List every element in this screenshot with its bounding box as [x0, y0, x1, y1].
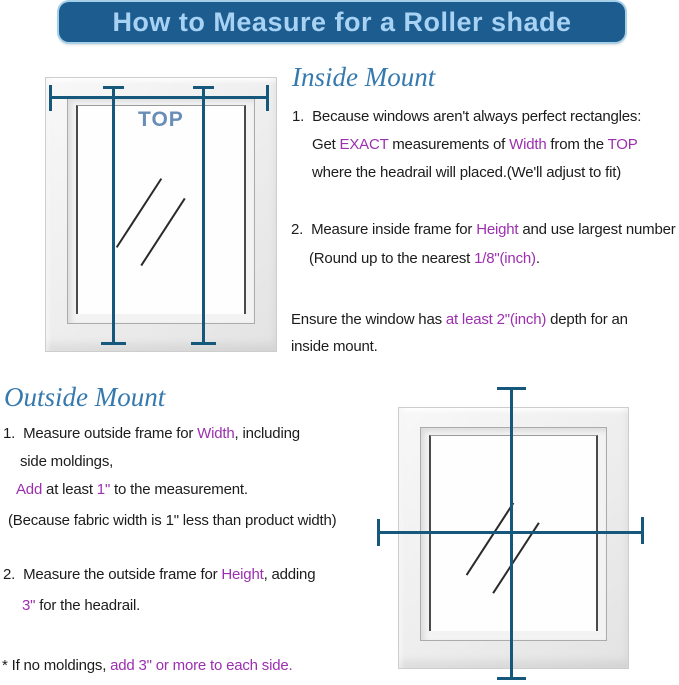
highlighted-text: TOP: [607, 136, 638, 153]
page-title: How to Measure for a Roller shade: [112, 7, 572, 37]
measure-end-cap: [497, 677, 526, 680]
highlighted-text: Height: [476, 221, 519, 238]
measure-end-cap: [49, 85, 52, 111]
highlighted-text: Height: [221, 566, 264, 583]
highlighted-text: Width: [197, 425, 235, 442]
outside-mount-heading: Outside Mount: [4, 382, 166, 412]
outside-step-1-line-1: [3, 425, 300, 442]
text-segment: measurements of: [388, 136, 510, 153]
measure-end-cap: [377, 519, 380, 546]
list-number: 2.: [291, 221, 304, 238]
glass-reflection-line: [116, 178, 162, 248]
highlighted-text: EXACT: [339, 136, 389, 153]
text-segment: , adding: [263, 566, 316, 583]
highlighted-text: at least 2"(inch): [445, 311, 547, 328]
measure-end-cap: [641, 517, 644, 544]
text-segment: Measure the outside frame for: [23, 566, 222, 583]
highlighted-text: add 3" or more to each side.: [110, 657, 293, 674]
depth-note-line-1: [291, 311, 628, 328]
text-segment: from the: [546, 136, 608, 153]
text-segment: at least: [42, 481, 97, 498]
text-segment: Measure inside frame for: [311, 221, 477, 238]
inside-mount-heading: Inside Mount: [292, 62, 436, 92]
list-number: 1.: [3, 425, 16, 442]
inside-step-1-line-1: [292, 108, 641, 125]
top-label: TOP: [138, 108, 184, 131]
text-segment: Because windows aren't always perfect rectangles:: [312, 108, 642, 125]
inside-step-1-line-2: [312, 136, 638, 153]
depth-note-line-2: inside mount.: [291, 338, 378, 355]
text-segment: for the headrail.: [35, 597, 141, 614]
text-segment: and use largest number: [518, 221, 676, 238]
outside-step-2-line-2: [22, 597, 140, 614]
highlighted-text: Width: [509, 136, 547, 153]
measure-end-cap: [193, 86, 214, 89]
text-segment: .: [535, 250, 540, 267]
highlighted-text: 3": [22, 597, 36, 614]
text-segment: Get: [312, 136, 340, 153]
header-banner: [59, 2, 625, 42]
window-sash: [420, 427, 607, 641]
highlighted-text: 1": [96, 481, 111, 498]
width-measure-line: [50, 96, 268, 99]
glass-reflection-line: [466, 502, 515, 575]
outside-mount-window-illustration: [398, 407, 629, 669]
text-segment: to the measurement.: [110, 481, 248, 498]
text-segment: Measure outside frame for: [23, 425, 198, 442]
text-segment: , including: [234, 425, 300, 442]
window-glass: [76, 105, 246, 314]
moldings-footnote: [2, 657, 292, 674]
text-segment: Ensure the window has: [291, 311, 446, 328]
outside-step-1-line-2: side moldings,: [20, 453, 114, 470]
outside-step-1-line-4: (Because fabric width is 1" less than product width): [8, 512, 337, 529]
measure-end-cap: [103, 86, 124, 89]
measure-end-cap: [101, 342, 126, 345]
highlighted-text: 1/8"(inch): [474, 250, 536, 267]
list-number: 1.: [292, 108, 305, 125]
list-number: 2.: [3, 566, 16, 583]
width-measure-line: [378, 531, 643, 534]
measure-end-cap: [191, 342, 216, 345]
drop-measure-line: [112, 88, 115, 345]
glass-reflection-line: [140, 198, 185, 266]
text-segment: (Round up to the nearest: [309, 250, 475, 267]
highlighted-text: Add: [16, 481, 43, 498]
text-segment: depth for an: [546, 311, 628, 328]
measure-end-cap: [266, 85, 269, 111]
inside-step-2-line-2: [309, 250, 540, 267]
height-measure-line: [510, 389, 513, 679]
measure-end-cap: [497, 387, 526, 390]
outside-step-2-line-1: [3, 566, 315, 583]
inside-step-2-line-1: [291, 221, 676, 238]
text-segment: * If no moldings,: [2, 657, 111, 674]
inside-step-1-line-3: where the headrail will placed.(We'll adjust to fit): [312, 164, 622, 181]
outside-step-1-line-3: [16, 481, 248, 498]
drop-measure-line: [202, 88, 205, 345]
